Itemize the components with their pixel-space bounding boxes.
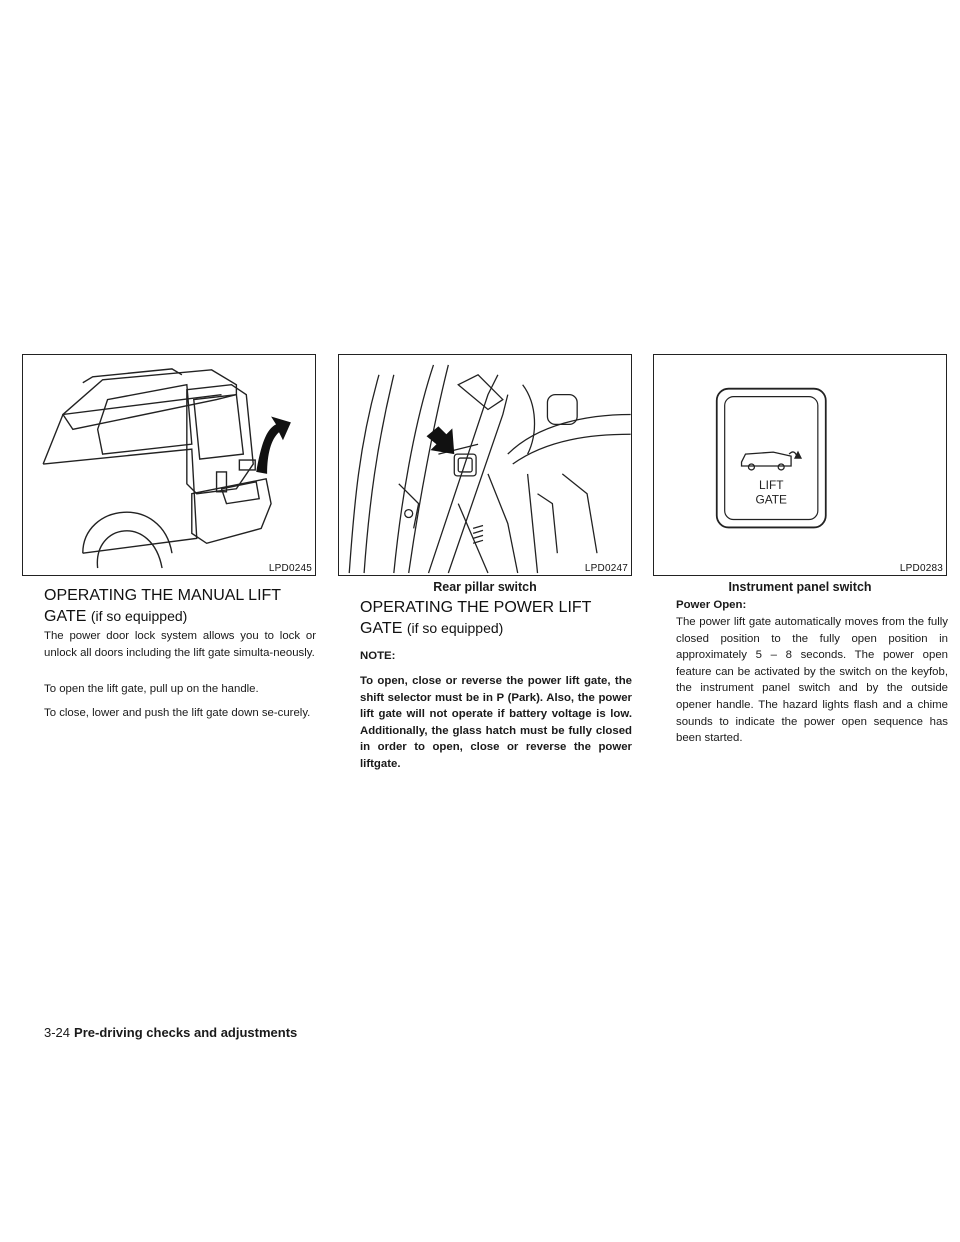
switch-label-line2: GATE: [755, 492, 787, 507]
figure-lift-gate-illustration: [22, 354, 316, 576]
manual-paragraph-2: To open the lift gate, pull up on the handle.: [44, 683, 259, 695]
figure-code: LPD0245: [268, 563, 312, 574]
power-heading-sub: (if so equipped): [406, 620, 504, 636]
figure-caption-rear-pillar: Rear pillar switch: [433, 580, 537, 594]
section-title: Pre-driving checks and adjustments: [74, 1025, 298, 1040]
power-heading-main: OPERATING THE POWER LIFT GATE: [360, 599, 592, 637]
figure-instrument-panel-switch: [653, 354, 947, 576]
figure-caption-instrument-panel: Instrument panel switch: [728, 580, 872, 594]
up-arrow-icon: [256, 416, 291, 473]
figure-code: LPD0247: [584, 563, 628, 574]
lift-gate-icon: [742, 452, 801, 470]
page-number: 3-24: [44, 1025, 71, 1040]
rear-pillar-drawing: [339, 355, 631, 575]
pointer-arrow-icon: [427, 426, 455, 454]
manual-heading-main: OPERATING THE MANUAL LIFT GATE: [44, 587, 281, 625]
power-open-label: Power Open:: [676, 599, 747, 611]
manual-lift-gate-heading: [44, 586, 284, 627]
switch-label-line1: LIFT: [759, 477, 784, 492]
manual-paragraph-3: To close, lower and push the lift gate down se-curely.: [44, 707, 311, 719]
manual-heading-sub: (if so equipped): [90, 608, 188, 624]
figure-code: LPD0283: [899, 563, 943, 574]
panel-switch-drawing: [654, 355, 946, 575]
suv-rear-drawing: [23, 355, 315, 575]
page-footer: [44, 1025, 297, 1040]
figure-rear-pillar-switch: [338, 354, 632, 576]
note-text: To open, close or reverse the power lift gate, the shift selector must be in P (Park). Also, the power lift gate will not operate if battery voltage is low. Additionally, the glass hatch must be fully closed in order to open, close or reverse the power liftgate.: [360, 675, 632, 770]
manual-paragraph-1: The power door lock system allows you to lock or unlock all doors including the lift gate simulta-neously.: [44, 630, 316, 659]
power-open-text: The power lift gate automatically moves from the fully closed position to the fully open position in approximately 5 – 8 seconds. The power open feature can be activated by the switch on the keyfob, the instrument panel switch and by the outside opener handle. The hazard lights flash and a chime sounds to indicate the power open sequence has been started.: [676, 616, 948, 745]
note-label: NOTE:: [360, 650, 396, 662]
power-lift-gate-heading: [360, 598, 600, 639]
